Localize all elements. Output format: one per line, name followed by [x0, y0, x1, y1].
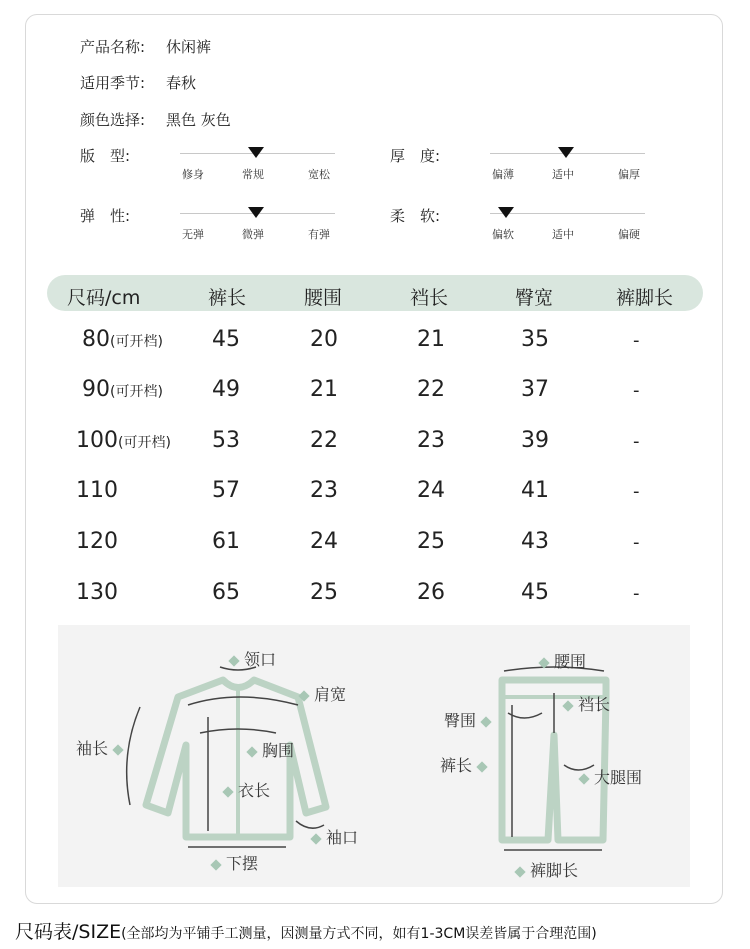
garment-illustration — [58, 625, 690, 887]
header-size: 尺码/cm — [67, 287, 141, 309]
season-label: 适用季节: — [80, 74, 146, 92]
table-cell: 24 — [417, 478, 445, 503]
diamond-icon — [578, 773, 589, 784]
table-cell: 43 — [521, 529, 549, 554]
table-cell: 23 — [310, 478, 338, 503]
size-cell: 90(可开档) — [82, 377, 163, 402]
label-hip: 臀围 — [444, 708, 496, 731]
fit-option: 常规 — [242, 168, 264, 181]
color-value: 黑色 灰色 — [166, 111, 231, 129]
softness-option: 偏硬 — [618, 228, 640, 241]
table-cell: 53 — [212, 428, 240, 453]
elastic-option: 无弹 — [182, 228, 204, 241]
header-leg-opening: 裤脚长 — [616, 287, 674, 309]
size-cell: 120 — [76, 529, 118, 554]
elastic-scale — [80, 205, 340, 245]
table-cell: 45 — [212, 327, 240, 352]
size-table-header — [47, 275, 703, 311]
season-value: 春秋 — [166, 74, 197, 92]
product-name-value: 休闲裤 — [166, 38, 212, 56]
elastic-label: 弹 性: — [80, 207, 131, 225]
header-pants-length: 裤长 — [208, 287, 247, 309]
table-cell: 26 — [417, 580, 445, 605]
season-row — [80, 72, 196, 93]
header-waist: 腰围 — [304, 287, 343, 309]
fit-option: 宽松 — [308, 168, 330, 181]
softness-pointer — [498, 207, 514, 218]
label-thigh: 大腿围 — [574, 765, 642, 788]
caption-title: 尺码表/SIZE — [15, 921, 122, 943]
thickness-option: 适中 — [552, 168, 574, 181]
table-cell: 22 — [310, 428, 338, 453]
size-chart-caption — [15, 917, 597, 944]
diamond-icon — [228, 655, 239, 666]
table-cell: 23 — [417, 428, 445, 453]
table-cell: - — [633, 532, 640, 553]
label-length: 衣长 — [218, 778, 270, 801]
elastic-option: 微弹 — [242, 228, 264, 241]
softness-label: 柔 软: — [390, 207, 441, 225]
thickness-pointer — [558, 147, 574, 158]
label-collar: 领口 — [224, 647, 276, 670]
thickness-scale — [390, 145, 650, 185]
header-rise: 裆长 — [410, 287, 449, 309]
header-hip: 臀宽 — [515, 287, 554, 309]
diamond-icon — [112, 744, 123, 755]
size-cell: 100(可开档) — [76, 428, 171, 453]
diamond-icon — [246, 746, 257, 757]
table-cell: - — [633, 431, 640, 452]
label-rise: 裆长 — [558, 692, 610, 715]
table-cell: 37 — [521, 377, 549, 402]
label-waist: 腰围 — [534, 649, 586, 672]
size-cell: 80(可开档) — [82, 327, 163, 352]
diamond-icon — [210, 859, 221, 870]
table-cell: 35 — [521, 327, 549, 352]
table-cell: 24 — [310, 529, 338, 554]
table-cell: 21 — [417, 327, 445, 352]
softness-option: 偏软 — [492, 228, 514, 241]
product-name-label: 产品名称: — [80, 38, 146, 56]
product-name-row — [80, 36, 211, 57]
table-cell: - — [633, 380, 640, 401]
diamond-icon — [562, 700, 573, 711]
diamond-icon — [222, 786, 233, 797]
fit-label: 版 型: — [80, 147, 131, 165]
color-label: 颜色选择: — [80, 111, 146, 129]
thickness-label: 厚 度: — [390, 147, 441, 165]
color-row — [80, 109, 231, 130]
fit-pointer — [248, 147, 264, 158]
table-cell: 61 — [212, 529, 240, 554]
size-cell: 130 — [76, 580, 118, 605]
thickness-option: 偏厚 — [618, 168, 640, 181]
table-cell: 39 — [521, 428, 549, 453]
table-cell: 57 — [212, 478, 240, 503]
label-leg-opening: 裤脚长 — [510, 858, 578, 881]
table-cell: 41 — [521, 478, 549, 503]
measurement-diagram — [58, 625, 690, 887]
label-pants-length: 裤长 — [440, 753, 492, 776]
size-cell: 110 — [76, 478, 118, 503]
table-cell: 25 — [417, 529, 445, 554]
label-cuff: 袖口 — [306, 825, 358, 848]
table-cell: - — [633, 481, 640, 502]
diamond-icon — [538, 657, 549, 668]
measurement-arrows — [127, 667, 604, 850]
softness-option: 适中 — [552, 228, 574, 241]
thickness-option: 偏薄 — [492, 168, 514, 181]
elastic-pointer — [248, 207, 264, 218]
table-cell: 25 — [310, 580, 338, 605]
label-chest: 胸围 — [242, 738, 294, 761]
table-cell: 21 — [310, 377, 338, 402]
table-cell: 49 — [212, 377, 240, 402]
label-hem: 下摆 — [206, 851, 258, 874]
table-cell: - — [633, 330, 640, 351]
table-cell: 45 — [521, 580, 549, 605]
diamond-icon — [298, 690, 309, 701]
fit-scale — [80, 145, 340, 185]
table-cell: 20 — [310, 327, 338, 352]
softness-scale — [390, 205, 650, 245]
diamond-icon — [310, 833, 321, 844]
label-sleeve: 袖长 — [76, 736, 128, 759]
caption-note: (全部均为平铺手工测量，因测量方式不同，如有1-3CM误差皆属于合理范围) — [121, 926, 597, 942]
diamond-icon — [480, 716, 491, 727]
table-cell: 65 — [212, 580, 240, 605]
label-shoulder: 肩宽 — [294, 682, 346, 705]
elastic-option: 有弹 — [308, 228, 330, 241]
diamond-icon — [476, 761, 487, 772]
diamond-icon — [514, 866, 525, 877]
table-cell: 22 — [417, 377, 445, 402]
table-cell: - — [633, 583, 640, 604]
fit-option: 修身 — [182, 168, 204, 181]
